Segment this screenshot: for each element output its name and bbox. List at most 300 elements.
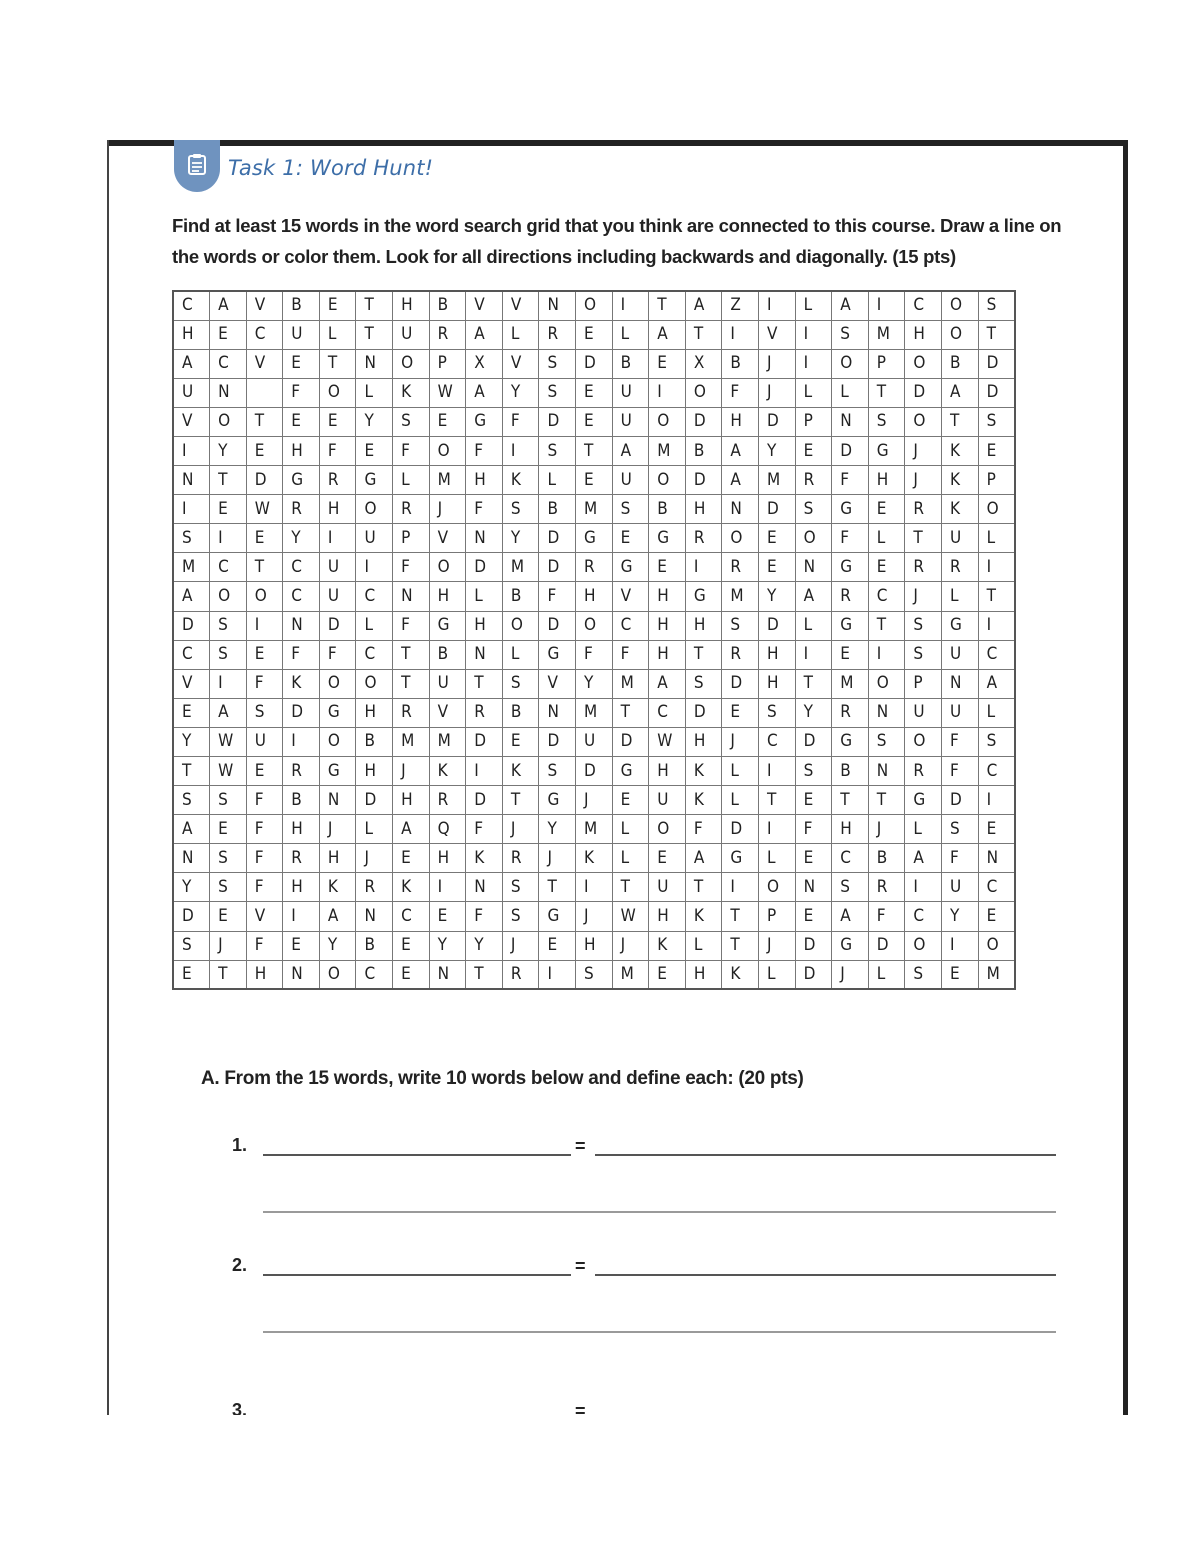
grid-cell[interactable]: O: [210, 407, 247, 436]
grid-cell[interactable]: C: [393, 902, 430, 931]
grid-cell[interactable]: K: [502, 466, 539, 495]
grid-cell[interactable]: F: [393, 553, 430, 582]
grid-cell[interactable]: F: [466, 902, 503, 931]
grid-cell[interactable]: I: [649, 378, 686, 407]
grid-cell[interactable]: F: [246, 873, 283, 902]
grid-cell[interactable]: D: [173, 902, 210, 931]
grid-cell[interactable]: E: [759, 524, 796, 553]
grid-cell[interactable]: R: [466, 698, 503, 727]
grid-cell[interactable]: M: [429, 466, 466, 495]
grid-cell[interactable]: E: [429, 407, 466, 436]
grid-cell[interactable]: T: [868, 611, 905, 640]
grid-cell[interactable]: S: [539, 349, 576, 378]
grid-cell[interactable]: S: [759, 698, 796, 727]
grid-cell[interactable]: S: [905, 640, 942, 669]
grid-cell[interactable]: M: [649, 436, 686, 465]
grid-cell[interactable]: J: [759, 349, 796, 378]
grid-cell[interactable]: S: [539, 757, 576, 786]
grid-cell[interactable]: M: [722, 582, 759, 611]
grid-cell[interactable]: F: [612, 640, 649, 669]
grid-cell[interactable]: S: [539, 436, 576, 465]
grid-cell[interactable]: V: [759, 320, 796, 349]
grid-cell[interactable]: E: [393, 931, 430, 960]
grid-cell[interactable]: F: [868, 902, 905, 931]
grid-cell[interactable]: I: [466, 757, 503, 786]
grid-cell[interactable]: I: [795, 640, 832, 669]
grid-cell[interactable]: N: [868, 698, 905, 727]
grid-cell[interactable]: H: [393, 786, 430, 815]
grid-cell[interactable]: L: [795, 611, 832, 640]
grid-cell[interactable]: D: [466, 786, 503, 815]
grid-cell[interactable]: X: [466, 349, 503, 378]
grid-cell[interactable]: E: [246, 757, 283, 786]
grid-cell[interactable]: W: [210, 727, 247, 756]
grid-cell[interactable]: K: [393, 873, 430, 902]
grid-cell[interactable]: N: [356, 349, 393, 378]
definition-line-1[interactable]: [595, 1154, 1056, 1156]
grid-cell[interactable]: E: [283, 931, 320, 960]
grid-cell[interactable]: E: [649, 960, 686, 989]
grid-cell[interactable]: G: [941, 611, 978, 640]
grid-cell[interactable]: B: [502, 698, 539, 727]
definition-line-2[interactable]: [595, 1274, 1056, 1276]
grid-cell[interactable]: Y: [173, 727, 210, 756]
grid-cell[interactable]: F: [832, 524, 869, 553]
grid-cell[interactable]: D: [246, 466, 283, 495]
grid-cell[interactable]: O: [356, 495, 393, 524]
grid-cell[interactable]: R: [502, 844, 539, 873]
grid-cell[interactable]: P: [759, 902, 796, 931]
grid-cell[interactable]: N: [466, 524, 503, 553]
grid-cell[interactable]: G: [576, 524, 613, 553]
grid-cell[interactable]: I: [502, 436, 539, 465]
grid-cell[interactable]: T: [393, 669, 430, 698]
grid-cell[interactable]: A: [319, 902, 356, 931]
grid-cell[interactable]: T: [356, 291, 393, 320]
grid-cell[interactable]: I: [283, 727, 320, 756]
grid-cell[interactable]: K: [319, 873, 356, 902]
grid-cell[interactable]: K: [941, 466, 978, 495]
grid-cell[interactable]: Y: [502, 524, 539, 553]
grid-cell[interactable]: N: [393, 582, 430, 611]
grid-cell[interactable]: S: [210, 786, 247, 815]
grid-cell[interactable]: U: [905, 698, 942, 727]
grid-cell[interactable]: T: [795, 669, 832, 698]
grid-cell[interactable]: R: [795, 466, 832, 495]
grid-cell[interactable]: S: [210, 844, 247, 873]
grid-cell[interactable]: W: [246, 495, 283, 524]
grid-cell[interactable]: T: [868, 378, 905, 407]
grid-cell[interactable]: D: [356, 786, 393, 815]
grid-cell[interactable]: P: [978, 466, 1015, 495]
grid-cell[interactable]: E: [576, 378, 613, 407]
grid-cell[interactable]: E: [722, 698, 759, 727]
grid-cell[interactable]: T: [210, 466, 247, 495]
grid-cell[interactable]: Y: [759, 582, 796, 611]
grid-cell[interactable]: T: [356, 320, 393, 349]
grid-cell[interactable]: L: [393, 466, 430, 495]
grid-cell[interactable]: U: [576, 727, 613, 756]
grid-cell[interactable]: C: [173, 640, 210, 669]
grid-cell[interactable]: A: [941, 378, 978, 407]
grid-cell[interactable]: F: [539, 582, 576, 611]
grid-cell[interactable]: R: [722, 553, 759, 582]
grid-cell[interactable]: F: [941, 757, 978, 786]
grid-cell[interactable]: F: [246, 815, 283, 844]
grid-cell[interactable]: L: [356, 378, 393, 407]
grid-cell[interactable]: W: [429, 378, 466, 407]
grid-cell[interactable]: R: [356, 873, 393, 902]
grid-cell[interactable]: H: [576, 582, 613, 611]
grid-cell[interactable]: Q: [429, 815, 466, 844]
grid-cell[interactable]: T: [502, 786, 539, 815]
definition-line-1b[interactable]: [263, 1211, 1056, 1213]
grid-cell[interactable]: U: [612, 407, 649, 436]
grid-cell[interactable]: D: [722, 669, 759, 698]
grid-cell[interactable]: L: [795, 378, 832, 407]
grid-cell[interactable]: T: [173, 757, 210, 786]
grid-cell[interactable]: T: [210, 960, 247, 989]
grid-cell[interactable]: N: [978, 844, 1015, 873]
grid-cell[interactable]: R: [905, 757, 942, 786]
grid-cell[interactable]: M: [832, 669, 869, 698]
grid-cell[interactable]: H: [393, 291, 430, 320]
grid-cell[interactable]: B: [722, 349, 759, 378]
grid-cell[interactable]: S: [868, 727, 905, 756]
grid-cell[interactable]: R: [905, 553, 942, 582]
grid-cell[interactable]: M: [612, 960, 649, 989]
grid-cell[interactable]: A: [978, 669, 1015, 698]
grid-cell[interactable]: J: [722, 727, 759, 756]
grid-cell[interactable]: D: [539, 611, 576, 640]
grid-cell[interactable]: S: [210, 873, 247, 902]
grid-cell[interactable]: J: [905, 436, 942, 465]
grid-cell[interactable]: L: [356, 815, 393, 844]
grid-cell[interactable]: R: [429, 320, 466, 349]
grid-cell[interactable]: O: [905, 727, 942, 756]
grid-cell[interactable]: H: [319, 844, 356, 873]
grid-cell[interactable]: E: [210, 320, 247, 349]
grid-cell[interactable]: C: [978, 640, 1015, 669]
grid-cell[interactable]: L: [539, 466, 576, 495]
grid-cell[interactable]: I: [759, 291, 796, 320]
grid-cell[interactable]: P: [795, 407, 832, 436]
grid-cell[interactable]: Y: [502, 378, 539, 407]
grid-cell[interactable]: D: [576, 757, 613, 786]
grid-cell[interactable]: J: [502, 815, 539, 844]
grid-cell[interactable]: G: [319, 698, 356, 727]
grid-cell[interactable]: M: [759, 466, 796, 495]
grid-cell[interactable]: E: [210, 815, 247, 844]
grid-cell[interactable]: D: [283, 698, 320, 727]
grid-cell[interactable]: I: [868, 291, 905, 320]
grid-cell[interactable]: D: [978, 349, 1015, 378]
grid-cell[interactable]: E: [356, 436, 393, 465]
grid-cell[interactable]: L: [502, 320, 539, 349]
grid-cell[interactable]: V: [173, 407, 210, 436]
grid-cell[interactable]: O: [978, 931, 1015, 960]
grid-cell[interactable]: W: [612, 902, 649, 931]
grid-cell[interactable]: G: [283, 466, 320, 495]
grid-cell[interactable]: A: [832, 902, 869, 931]
grid-cell[interactable]: L: [905, 815, 942, 844]
grid-cell[interactable]: A: [466, 320, 503, 349]
grid-cell[interactable]: O: [905, 931, 942, 960]
grid-cell[interactable]: O: [649, 466, 686, 495]
grid-cell[interactable]: V: [612, 582, 649, 611]
grid-cell[interactable]: G: [832, 727, 869, 756]
grid-cell[interactable]: E: [795, 436, 832, 465]
grid-cell[interactable]: I: [173, 495, 210, 524]
grid-cell[interactable]: G: [832, 931, 869, 960]
grid-cell[interactable]: O: [319, 378, 356, 407]
grid-cell[interactable]: I: [576, 873, 613, 902]
grid-cell[interactable]: I: [722, 873, 759, 902]
grid-cell[interactable]: G: [429, 611, 466, 640]
grid-cell[interactable]: I: [246, 611, 283, 640]
grid-cell[interactable]: F: [246, 844, 283, 873]
grid-cell[interactable]: O: [246, 582, 283, 611]
grid-cell[interactable]: T: [246, 553, 283, 582]
grid-cell[interactable]: N: [832, 407, 869, 436]
grid-cell[interactable]: S: [905, 960, 942, 989]
grid-cell[interactable]: T: [246, 407, 283, 436]
grid-cell[interactable]: F: [466, 815, 503, 844]
grid-cell[interactable]: G: [539, 640, 576, 669]
grid-cell[interactable]: C: [649, 698, 686, 727]
grid-cell[interactable]: G: [832, 495, 869, 524]
grid-cell[interactable]: E: [246, 524, 283, 553]
grid-cell[interactable]: S: [832, 873, 869, 902]
grid-cell[interactable]: J: [576, 902, 613, 931]
grid-cell[interactable]: F: [685, 815, 722, 844]
grid-cell[interactable]: E: [246, 640, 283, 669]
grid-cell[interactable]: L: [612, 815, 649, 844]
grid-cell[interactable]: O: [319, 669, 356, 698]
grid-cell[interactable]: A: [210, 291, 247, 320]
grid-cell[interactable]: E: [978, 436, 1015, 465]
grid-cell[interactable]: H: [685, 727, 722, 756]
grid-cell[interactable]: R: [832, 582, 869, 611]
grid-cell[interactable]: Y: [941, 902, 978, 931]
grid-cell[interactable]: U: [941, 524, 978, 553]
grid-cell[interactable]: D: [905, 378, 942, 407]
grid-cell[interactable]: V: [502, 291, 539, 320]
grid-cell[interactable]: I: [210, 669, 247, 698]
grid-cell[interactable]: C: [978, 757, 1015, 786]
grid-cell[interactable]: T: [905, 524, 942, 553]
grid-cell[interactable]: E: [649, 844, 686, 873]
grid-cell[interactable]: G: [356, 466, 393, 495]
grid-cell[interactable]: L: [941, 582, 978, 611]
grid-cell[interactable]: E: [393, 844, 430, 873]
grid-cell[interactable]: T: [868, 786, 905, 815]
grid-cell[interactable]: H: [868, 466, 905, 495]
grid-cell[interactable]: F: [795, 815, 832, 844]
grid-cell[interactable]: I: [759, 757, 796, 786]
grid-cell[interactable]: G: [832, 553, 869, 582]
grid-cell[interactable]: O: [649, 407, 686, 436]
grid-cell[interactable]: T: [649, 291, 686, 320]
grid-cell[interactable]: G: [868, 436, 905, 465]
grid-cell[interactable]: C: [246, 320, 283, 349]
grid-cell[interactable]: N: [795, 873, 832, 902]
grid-cell[interactable]: E: [319, 291, 356, 320]
grid-cell[interactable]: H: [466, 466, 503, 495]
grid-cell[interactable]: L: [356, 611, 393, 640]
grid-cell[interactable]: J: [905, 466, 942, 495]
grid-cell[interactable]: U: [941, 873, 978, 902]
grid-cell[interactable]: H: [356, 698, 393, 727]
grid-cell[interactable]: H: [429, 844, 466, 873]
grid-cell[interactable]: C: [283, 582, 320, 611]
grid-cell[interactable]: K: [941, 495, 978, 524]
grid-cell[interactable]: I: [978, 786, 1015, 815]
grid-cell[interactable]: F: [941, 727, 978, 756]
grid-cell[interactable]: E: [868, 553, 905, 582]
grid-cell[interactable]: E: [941, 960, 978, 989]
grid-cell[interactable]: S: [502, 873, 539, 902]
grid-cell[interactable]: S: [978, 727, 1015, 756]
grid-cell[interactable]: C: [356, 960, 393, 989]
grid-cell[interactable]: L: [612, 844, 649, 873]
grid-cell[interactable]: D: [868, 931, 905, 960]
grid-cell[interactable]: N: [539, 291, 576, 320]
grid-cell[interactable]: I: [210, 524, 247, 553]
grid-cell[interactable]: J: [759, 378, 796, 407]
grid-cell[interactable]: K: [685, 757, 722, 786]
grid-cell[interactable]: M: [978, 960, 1015, 989]
grid-cell[interactable]: C: [173, 291, 210, 320]
grid-cell[interactable]: B: [429, 291, 466, 320]
grid-cell[interactable]: T: [941, 407, 978, 436]
grid-cell[interactable]: I: [941, 931, 978, 960]
grid-cell[interactable]: A: [210, 698, 247, 727]
grid-cell[interactable]: I: [978, 611, 1015, 640]
grid-cell[interactable]: L: [466, 582, 503, 611]
grid-cell[interactable]: D: [466, 553, 503, 582]
grid-cell[interactable]: O: [978, 495, 1015, 524]
grid-cell[interactable]: F: [576, 640, 613, 669]
grid-cell[interactable]: F: [393, 436, 430, 465]
grid-cell[interactable]: B: [649, 495, 686, 524]
grid-cell[interactable]: A: [685, 844, 722, 873]
grid-cell[interactable]: G: [832, 611, 869, 640]
grid-cell[interactable]: O: [576, 291, 613, 320]
grid-cell[interactable]: N: [722, 495, 759, 524]
grid-cell[interactable]: M: [173, 553, 210, 582]
grid-cell[interactable]: K: [685, 786, 722, 815]
grid-cell[interactable]: H: [649, 640, 686, 669]
grid-cell[interactable]: F: [246, 786, 283, 815]
grid-cell[interactable]: R: [429, 786, 466, 815]
grid-cell[interactable]: E: [210, 495, 247, 524]
grid-cell[interactable]: O: [502, 611, 539, 640]
grid-cell[interactable]: R: [283, 844, 320, 873]
grid-cell[interactable]: A: [685, 291, 722, 320]
grid-cell[interactable]: D: [539, 407, 576, 436]
grid-cell[interactable]: J: [905, 582, 942, 611]
grid-cell[interactable]: A: [649, 669, 686, 698]
grid-cell[interactable]: C: [210, 553, 247, 582]
grid-cell[interactable]: E: [246, 436, 283, 465]
grid-cell[interactable]: Y: [356, 407, 393, 436]
grid-cell[interactable]: F: [319, 436, 356, 465]
grid-cell[interactable]: O: [941, 291, 978, 320]
grid-cell[interactable]: E: [832, 640, 869, 669]
grid-cell[interactable]: T: [466, 960, 503, 989]
grid-cell[interactable]: S: [210, 611, 247, 640]
grid-cell[interactable]: U: [612, 466, 649, 495]
grid-cell[interactable]: L: [319, 320, 356, 349]
grid-cell[interactable]: F: [246, 931, 283, 960]
grid-cell[interactable]: I: [905, 873, 942, 902]
grid-cell[interactable]: S: [978, 407, 1015, 436]
grid-cell[interactable]: T: [722, 902, 759, 931]
grid-cell[interactable]: N: [173, 466, 210, 495]
grid-cell[interactable]: E: [612, 524, 649, 553]
grid-cell[interactable]: M: [612, 669, 649, 698]
grid-cell[interactable]: B: [356, 931, 393, 960]
grid-cell[interactable]: Y: [210, 436, 247, 465]
grid-cell[interactable]: N: [173, 844, 210, 873]
grid-cell[interactable]: A: [466, 378, 503, 407]
grid-cell[interactable]: U: [612, 378, 649, 407]
grid-cell[interactable]: K: [941, 436, 978, 465]
grid-cell[interactable]: M: [502, 553, 539, 582]
grid-cell[interactable]: E: [283, 349, 320, 378]
grid-cell[interactable]: G: [612, 757, 649, 786]
grid-cell[interactable]: F: [466, 495, 503, 524]
grid-cell[interactable]: E: [795, 786, 832, 815]
grid-cell[interactable]: T: [685, 873, 722, 902]
grid-cell[interactable]: I: [283, 902, 320, 931]
grid-cell[interactable]: I: [356, 553, 393, 582]
grid-cell[interactable]: V: [429, 698, 466, 727]
grid-cell[interactable]: N: [466, 873, 503, 902]
grid-cell[interactable]: T: [978, 582, 1015, 611]
grid-cell[interactable]: O: [576, 611, 613, 640]
grid-cell[interactable]: H: [356, 757, 393, 786]
grid-cell[interactable]: I: [173, 436, 210, 465]
grid-cell[interactable]: D: [722, 815, 759, 844]
grid-cell[interactable]: E: [576, 320, 613, 349]
grid-cell[interactable]: O: [649, 815, 686, 844]
grid-cell[interactable]: E: [612, 786, 649, 815]
grid-cell[interactable]: G: [539, 902, 576, 931]
grid-cell[interactable]: I: [319, 524, 356, 553]
grid-cell[interactable]: V: [246, 349, 283, 378]
grid-cell[interactable]: S: [393, 407, 430, 436]
grid-cell[interactable]: E: [173, 960, 210, 989]
grid-cell[interactable]: O: [832, 349, 869, 378]
grid-cell[interactable]: S: [795, 495, 832, 524]
grid-cell[interactable]: H: [832, 815, 869, 844]
word-line-2[interactable]: [263, 1274, 571, 1276]
grid-cell[interactable]: T: [393, 640, 430, 669]
grid-cell[interactable]: U: [393, 320, 430, 349]
grid-cell[interactable]: N: [429, 960, 466, 989]
grid-cell[interactable]: R: [868, 873, 905, 902]
grid-cell[interactable]: A: [173, 582, 210, 611]
grid-cell[interactable]: F: [319, 640, 356, 669]
grid-cell[interactable]: D: [539, 727, 576, 756]
grid-cell[interactable]: F: [393, 611, 430, 640]
grid-cell[interactable]: L: [868, 524, 905, 553]
grid-cell[interactable]: V: [466, 291, 503, 320]
grid-cell[interactable]: O: [356, 669, 393, 698]
grid-cell[interactable]: K: [502, 757, 539, 786]
